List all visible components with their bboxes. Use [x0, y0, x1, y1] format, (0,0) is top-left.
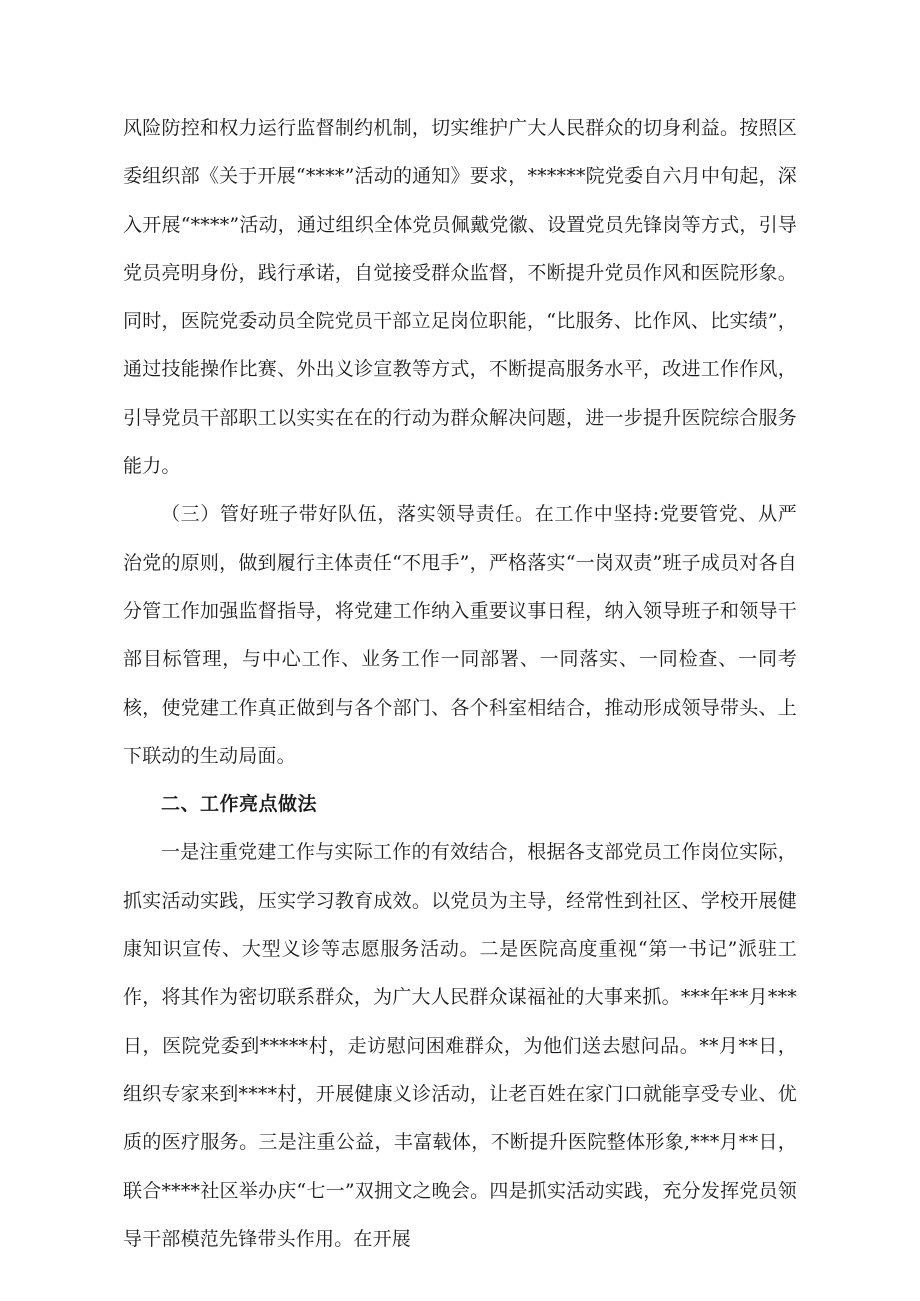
document-page [123, 104, 797, 1263]
section-heading-highlights: 二、工作亮点做法 [161, 793, 318, 816]
paragraph-highlights: 一是注重党建工作与实际工作的有效结合，根据各支部党员工作岗位实际，抓实活动实践，压实学习教育成效。以党员为主导，经常性到社区、学校开展健康知识宣传、大型义诊等志愿服务活动。二是医院高度重视“第一书记”派驻工作，将其作为密切联系群众，为广大人民群众谋福祉的大事来抓。***年**月***日，医院党委到*****村，走访慰问困难群众，为他们送去慰问品。**月**日，组织专家来到****村，开展健康义诊活动，让老百姓在家门口就能享受专业、优质的医疗服务。三是注重公益，丰富载体，不断提升医院整体形象,***月**日，联合****社区举办庆“七一”双拥文之晚会。四是抓实活动实践，充分发挥党员领导干部模范先锋带头作用。在开展 [123, 841, 797, 1250]
paragraph-leadership-responsibility: （三）管好班子带好队伍，落实领导责任。在工作中坚持:党要管党、从严治党的原则，做到履行主体责任“不甩手”，严格落实“一岗双责”班子成员对各自分管工作加强监督指导，将党建工作纳入重要议事日程，纳入领导班子和领导干部目标管理，与中心工作、业务工作一同部署、一同落实、一同检查、一同考核，使党建工作真正做到与各个部门、各个科室相结合，推动形成领导带头、上下联动的生动局面。 [123, 503, 797, 767]
paragraph-continuation: 风险防控和权力运行监督制约机制，切实维护广大人民群众的切身利益。按照区委组织部《关于开展“****”活动的通知》要求，******院党委自六月中旬起，深入开展“****”活动，通过组织全体党员佩戴党徽、设置党员先锋岗等方式，引导党员亮明身份，践行承诺，自觉接受群众监督，不断提升党员作风和医院形象。同时，医院党委动员全院党员干部立足岗位职能，“比服务、比作风、比实绩”，通过技能操作比赛、外出义诊宣教等方式，不断提高服务水平，改进工作作风，引导党员干部职工以实实在在的行动为群众解决问题，进一步提升医院综合服务能力。 [123, 117, 797, 478]
